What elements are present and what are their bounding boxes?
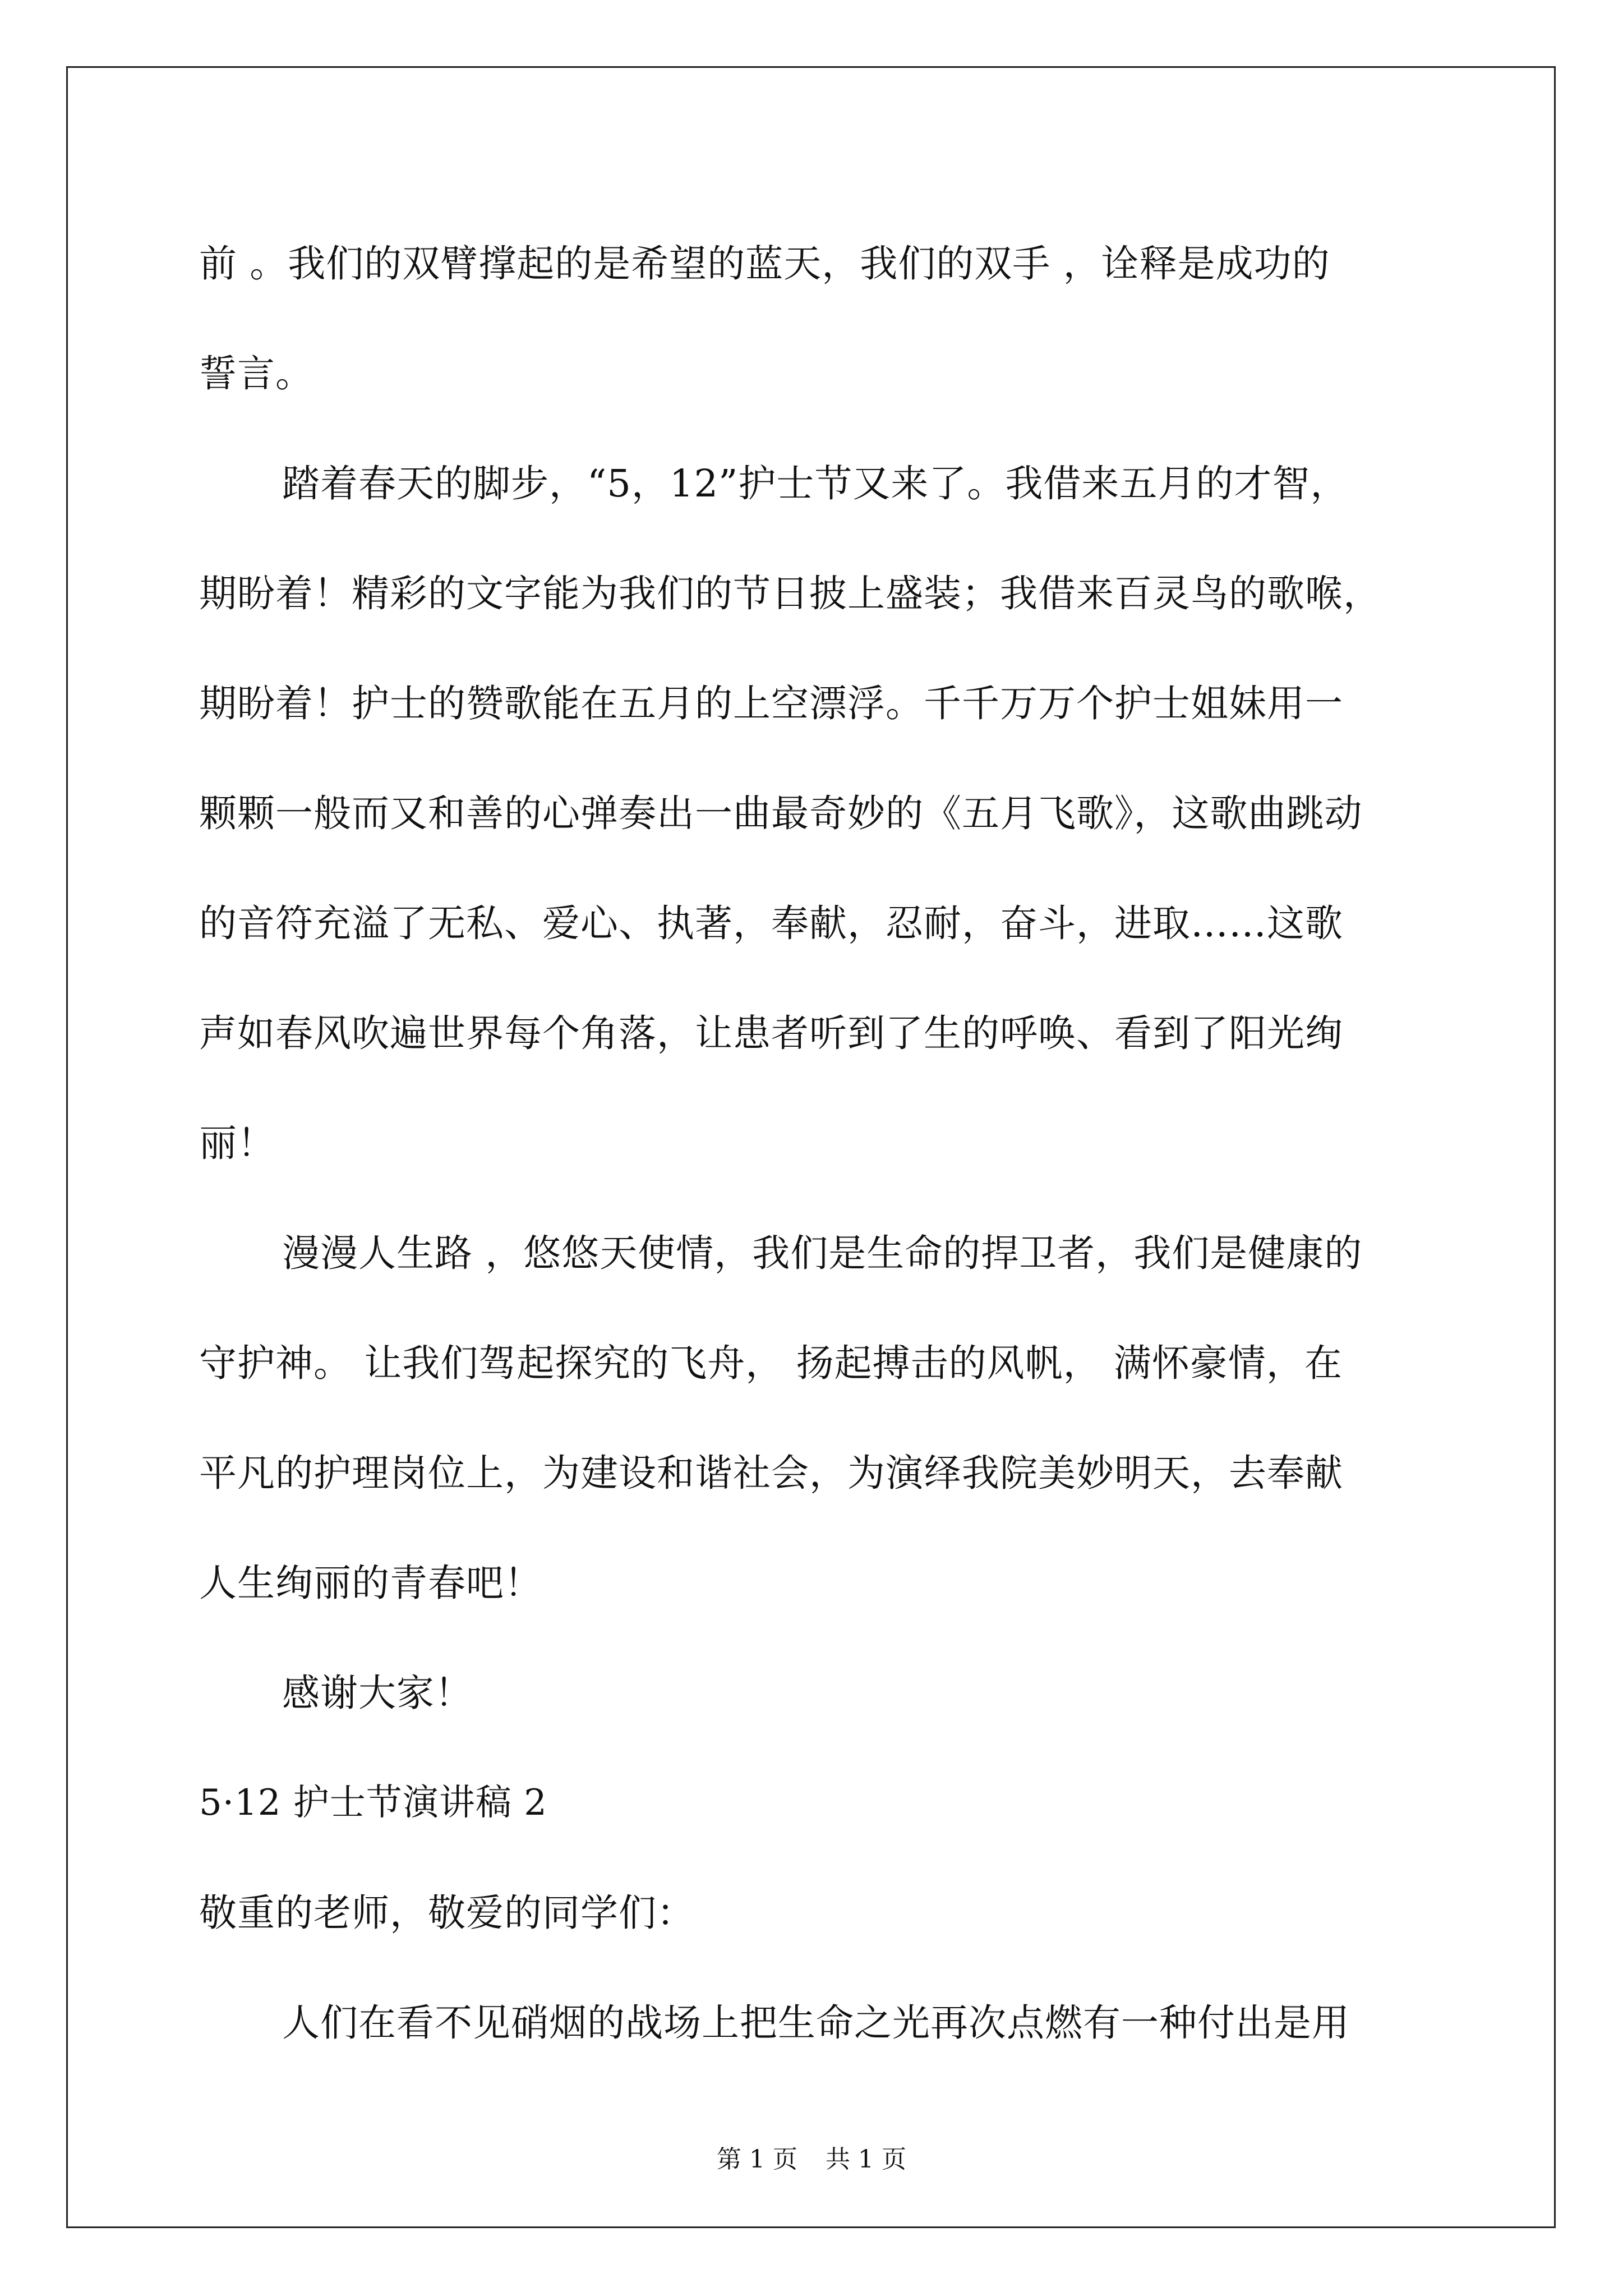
text-line: 前 。我们的双臂撑起的是希望的蓝天，我们的双手 ，诠释是成功的 — [199, 242, 1330, 286]
page-number-current: 第 1 页 — [717, 2145, 797, 2174]
text-line: 漫漫人生路 ，悠悠天使情，我们是生命的捍卫者，我们是健康的 — [282, 1231, 1363, 1275]
text-line: 誓言。 — [199, 352, 313, 395]
text-line: 期盼着！护士的赞歌能在五月的上空漂浮。千千万万个护士姐妹用一 — [199, 682, 1343, 725]
text-line: 守护神。 让我们驾起探究的飞舟， 扬起搏击的风帆， 满怀豪情，在 — [199, 1341, 1343, 1385]
text-line: 踏着春天的脚步，“5，12”护士节又来了。我借来五月的才智， — [282, 462, 1349, 505]
text-line: 的音符充溢了无私、爱心、执著，奉献，忍耐，奋斗，进取……这歌 — [199, 901, 1343, 945]
text-line: 平凡的护理岗位上，为建设和谐社会，为演绎我院美妙明天，去奉献 — [199, 1451, 1343, 1495]
section-heading: 5·12 护士节演讲稿 2 — [199, 1782, 547, 1824]
text-line: 人生绚丽的青春吧！ — [199, 1561, 542, 1605]
text-line: 颗颗一般而又和善的心弹奏出一曲最奇妙的《五月飞歌》，这歌曲跳动 — [199, 792, 1363, 835]
document-body — [199, 209, 1433, 2078]
text-line: 期盼着！精彩的文字能为我们的节日披上盛装；我借来百灵鸟的歌喉， — [199, 572, 1381, 615]
page-number-total: 共 1 页 — [826, 2145, 906, 2174]
text-line: 感谢大家！ — [282, 1671, 473, 1715]
salutation-line: 敬重的老师，敬爱的同学们： — [199, 1891, 695, 1935]
text-line: 声如春风吹遍世界每个角落，让患者听到了生的呼唤、看到了阳光绚 — [199, 1011, 1343, 1055]
text-line: 人们在看不见硝烟的战场上把生命之光再次点燃有一种付出是用 — [282, 2001, 1350, 2045]
page-footer — [0, 2143, 1623, 2177]
text-line: 丽！ — [199, 1121, 275, 1165]
